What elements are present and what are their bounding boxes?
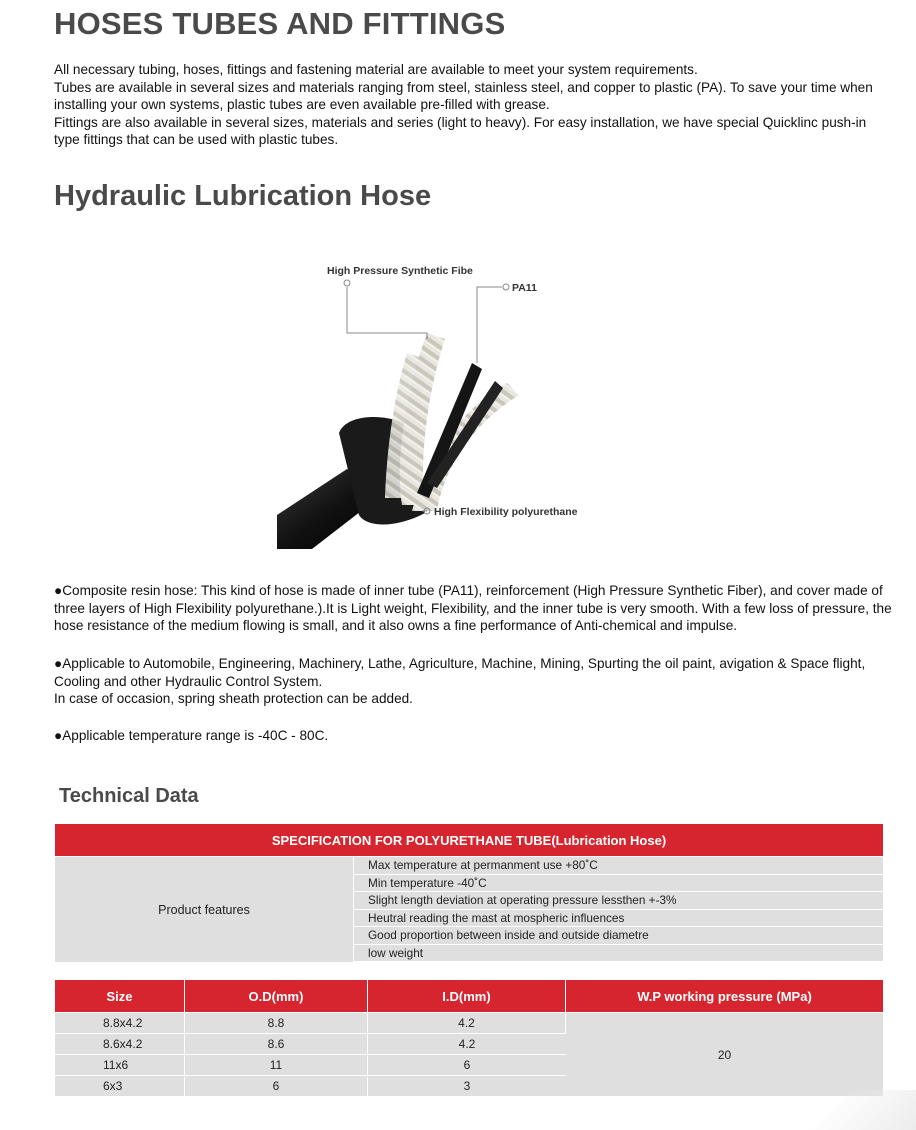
col-working-pressure: W.P working pressure (MPa): [566, 980, 883, 1012]
applicable-paragraph: ●Applicable to Automobile, Engineering, Machinery, Lathe, Agriculture, Machine, Mining, Spurting the oil paint, avigation & Space flight, Cooling and other Hydraulic Control System.: [54, 656, 866, 689]
hose-diagram: [277, 243, 637, 549]
cell-id: 6: [368, 1054, 566, 1075]
cell-size: 11x6: [55, 1054, 185, 1075]
label-fibre: High Pressure Synthetic Fibe: [327, 265, 473, 277]
marker-dot: [503, 284, 509, 290]
cell-size: 8.8x4.2: [55, 1012, 185, 1033]
technical-title: Technical Data: [59, 785, 199, 807]
feature-row: low weight: [354, 945, 883, 962]
col-id: I.D(mm): [368, 980, 566, 1012]
spec-table: [55, 824, 883, 962]
cell-id: 4.2: [368, 1033, 566, 1054]
label-polyurethane: High Flexibility polyurethane: [434, 506, 578, 518]
col-size: Size: [55, 980, 185, 1012]
feature-row: Slight length deviation at operating pressure lessthen +-3%: [354, 892, 883, 909]
cell-od: 8.6: [185, 1033, 368, 1054]
table-row: [55, 1012, 883, 1033]
cell-id: 4.2: [368, 1012, 566, 1033]
occasion-paragraph: In case of occasion, spring sheath protection can be added.: [54, 691, 413, 706]
leader-line: [347, 287, 427, 339]
cell-od: 11: [185, 1054, 368, 1075]
intro-line: Fittings are also available in several sizes, materials and series (light to heavy). For easy installation, we have special Quicklinc push-in type fittings that can be used with plastic tubes.: [54, 114, 867, 147]
feature-row: Min temperature -40˚C: [354, 875, 883, 892]
marker-dot: [344, 280, 350, 286]
intro-text: [54, 61, 894, 149]
temperature-paragraph: ●Applicable temperature range is -40C - 80C.: [54, 728, 329, 743]
intro-line: Tubes are available in several sizes and materials ranging from steel, stainless steel, and copper to plastic (PA). To save your time when installing your own systems, plastic tubes are even available pre-filled with grease.: [54, 79, 873, 112]
intro-line: All necessary tubing, hoses, fittings and fastening material are available to meet your system requirements.: [54, 62, 698, 77]
col-od: O.D(mm): [185, 980, 368, 1012]
feature-row: Max temperature at permanment use +80˚C: [354, 857, 883, 874]
spec-header: SPECIFICATION FOR POLYURETHANE TUBE(Lubrication Hose): [55, 824, 883, 856]
cell-od: 6: [185, 1075, 368, 1096]
cell-working-pressure: 20: [566, 1012, 883, 1096]
feature-row: Heutral reading the mast at mospheric influences: [354, 910, 883, 927]
section-title: Hydraulic Lubrication Hose: [54, 180, 432, 212]
applicable-block: [54, 655, 899, 708]
size-table-header: [55, 980, 883, 1012]
corner-fade: [796, 1090, 916, 1130]
cell-size: 6x3: [55, 1075, 185, 1096]
feature-row: Good proportion between inside and outside diametre: [354, 927, 883, 944]
composite-paragraph: ●Composite resin hose: This kind of hose is made of inner tube (PA11), reinforcement (High Pressure Synthetic Fiber), and cover made of three layers of High Flexibility polyurethane.).It is Light weight, Flexibility, and the inner tube is very smooth. With a few loss of pressure, the hose resistance of the medium flowing is small, and it also owns a fine performance of Anti-chemical and impulse.: [54, 583, 892, 633]
leader-line: [477, 287, 502, 363]
cell-od: 8.8: [185, 1012, 368, 1033]
label-pa11: PA11: [512, 282, 537, 294]
features-list: [354, 857, 883, 962]
features-label: Product features: [55, 857, 353, 962]
hose-illustration: [277, 243, 637, 549]
size-table: [55, 980, 883, 1096]
cell-id: 3: [368, 1075, 566, 1096]
cell-size: 8.6x4.2: [55, 1033, 185, 1054]
page-title: HOSES TUBES AND FITTINGS: [54, 6, 506, 41]
